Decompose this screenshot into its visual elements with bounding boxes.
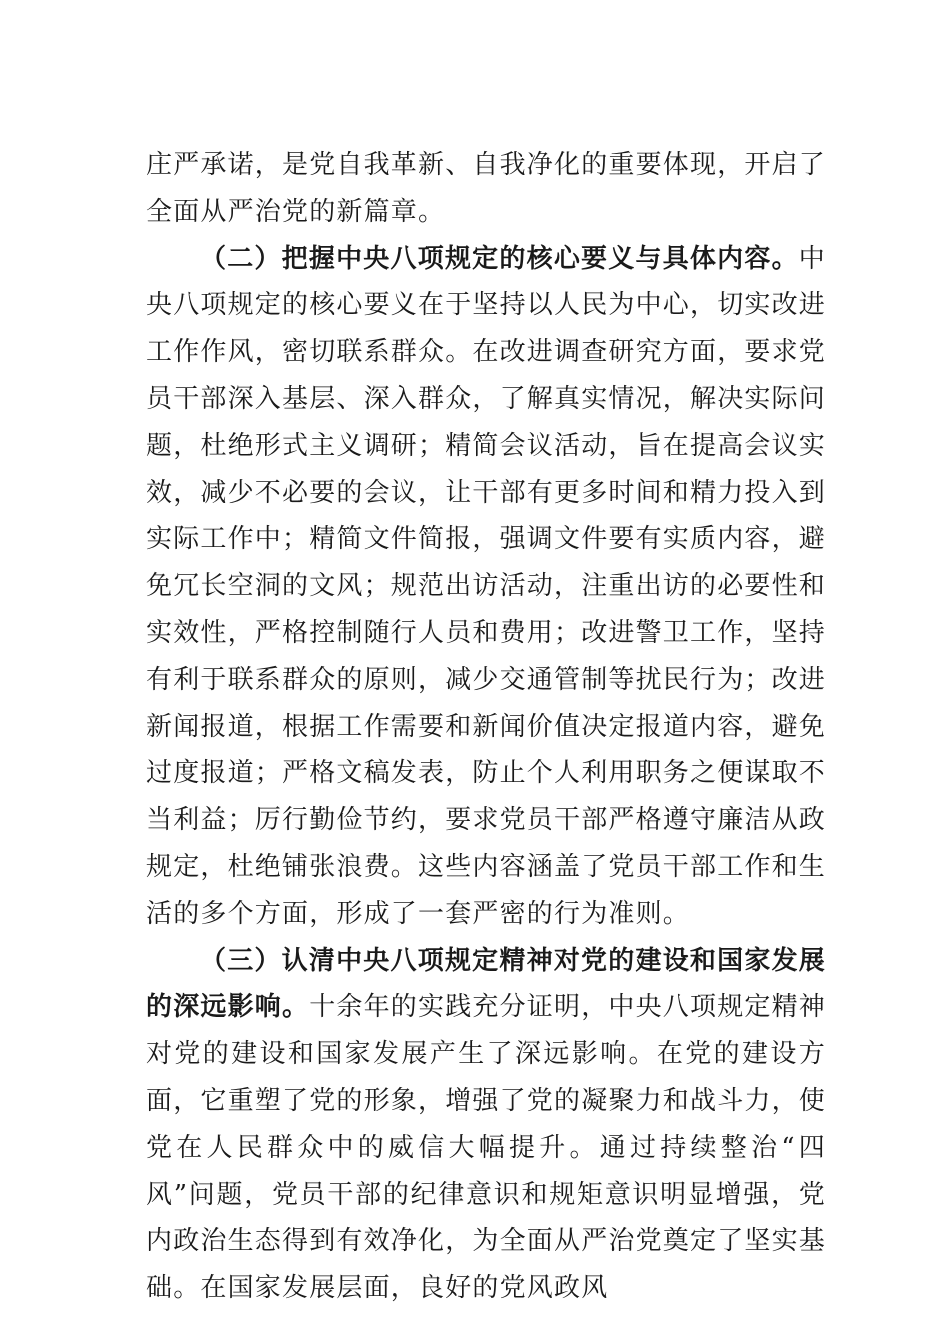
paragraph-2-text: 中央八项规定的核心要义在于坚持以人民为中心，切实改进工作作风，密切联系群众。在改进调查研究方面，要求党员干部深入基层、深入群众，了解真实情况，解决实际问题，杜绝形式主义调研；精简会议活动，旨在提高会议实效，减少不必要的会议，让干部有更多时间和精力投入到实际工作中；精简文件简报，强调文件要有实质内容，避免冗长空洞的文风；规范出访活动，注重出访的必要性和实效性，严格控制随行人员和费用；改进警卫工作，坚持有利于联系群众的原则，减少交通管制等扰民行为；改进新闻报道，根据工作需要和新闻价值决定报道内容，避免过度报道；严格文稿发表，防止个人利用职务之便谋取不当利益；厉行勤俭节约，要求党员干部严格遵守廉洁从政规定，杜绝铺张浪费。这些内容涵盖了党员干部工作和生活的多个方面，形成了一套严密的行为准则。	[146, 243, 827, 929]
section-heading-2: （二）把握中央八项规定的核心要义与具体内容。	[200, 243, 799, 274]
paragraph-3	[146, 938, 826, 1312]
paragraph-3-text: 十余年的实践充分证明，中央八项规定精神对党的建设和国家发展产生了深远影响。在党的建设方面，它重塑了党的形象，增强了党的凝聚力和战斗力，使党在人民群众中的威信大幅提升。通过持续整治“四风”问题，党员干部的纪律意识和规矩意识明显增强，党内政治生态得到有效净化，为全面从严治党奠定了坚实基础。在国家发展层面，良好的党风政风	[146, 992, 827, 1304]
section-heading-3: （三）认清中央八项规定精神对党的建设和国家发展的深远影响。	[146, 945, 826, 1023]
paragraph-1-text: 庄严承诺，是党自我革新、自我净化的重要体现，开启了全面从严治党的新篇章。	[146, 150, 827, 227]
paragraph-1	[146, 142, 826, 236]
paragraph-2	[146, 236, 826, 938]
document-body	[146, 142, 826, 1312]
